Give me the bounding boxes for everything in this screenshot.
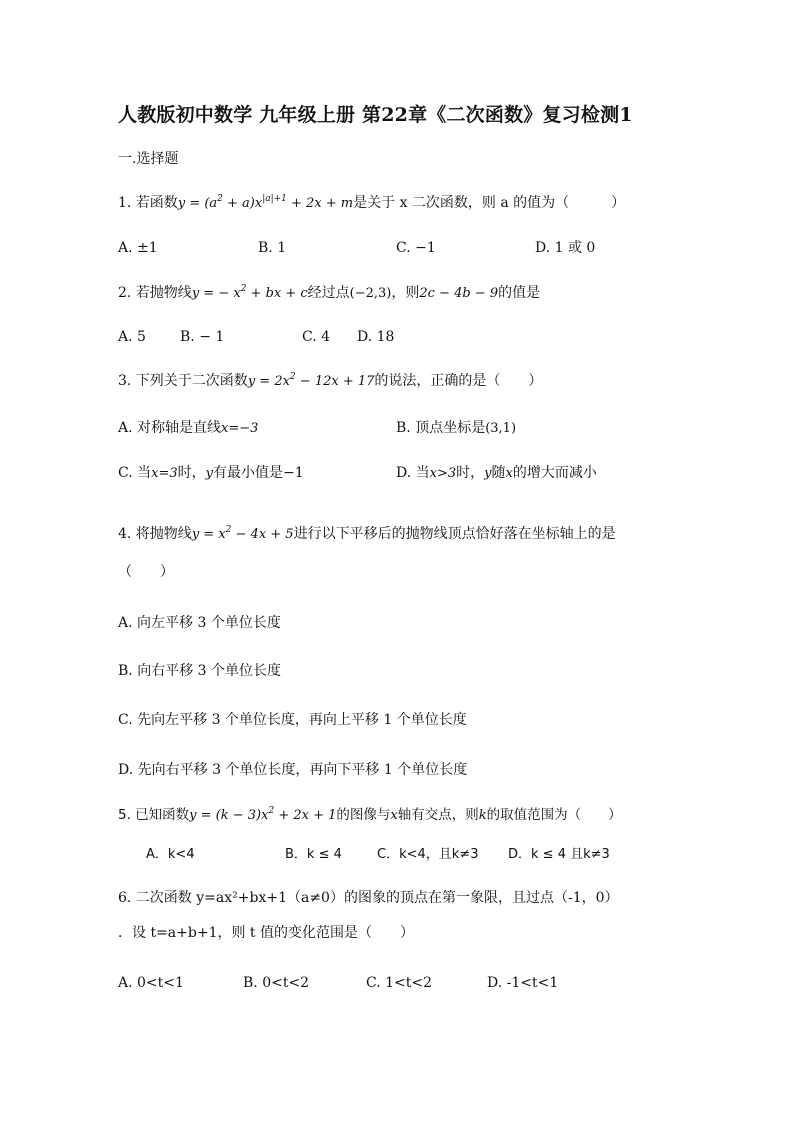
question-4-stem-continued: （ ） <box>118 564 174 580</box>
question-1-option-c: C. −1 <box>396 240 436 256</box>
question-2-option-c: C. 4 <box>302 329 331 345</box>
question-4-formula: $y = x^2 - 4x + 5$ <box>191 525 294 542</box>
question-4-option-d: D. 先向右平移 3 个单位长度，再向下平移 1 个单位长度 <box>118 762 468 778</box>
question-4-option-c: C. 先向左平移 3 个单位长度，再向上平移 1 个单位长度 <box>118 712 467 728</box>
question-2-option-b: B. − 1 <box>180 329 225 345</box>
question-1-formula: $y = (a^2 + a)x^{|a|+1} + 2x + m$ <box>177 194 354 211</box>
question-3-option-a: A. 对称轴是直线x=−3 <box>118 420 259 436</box>
question-6-option-a: A. 0<t<1 <box>118 975 184 991</box>
question-5-option-a: A．k<4 <box>146 847 195 862</box>
question-5-option-c: C．k<4，且k≠3 <box>377 847 479 862</box>
question-1-option-d: D. 1 或 0 <box>535 240 596 256</box>
question-3-formula: $y = 2x^2 - 12x + 17$ <box>247 372 375 389</box>
question-1-option-a: A. ±1 <box>118 240 158 256</box>
question-2-option-a: A. 5 <box>118 329 146 345</box>
question-3-option-b: B. 顶点坐标是(3,1) <box>396 420 517 436</box>
question-6-option-b: B. 0<t<2 <box>243 975 310 991</box>
page-title: 人教版初中数学 九年级上册 第22章《二次函数》复习检测1 <box>118 104 633 126</box>
question-3-stem: 3. 下列关于二次函数$y = 2x^2 - 12x + 17$的说法，正确的是（ ） <box>118 372 543 389</box>
question-2-expression: 2c − 4b − 9 <box>419 286 499 301</box>
question-1-stem: 1. 若函数$y = (a^2 + a)x^{|a|+1} + 2x + m$是关于 x 二次函数，则 a 的值为（ ） <box>118 194 626 211</box>
question-6-option-d: D. -1<t<1 <box>487 975 559 991</box>
question-6-stem: 6. 二次函数 y=ax²+bx+1（a≠0）的图象的顶点在第一象限，且过点（-1，0） <box>118 890 619 906</box>
question-3-option-c: C. 当x=3时，y有最小值是−1 <box>118 465 304 481</box>
question-4-stem: 4. 将抛物线$y = x^2 - 4x + 5$进行以下平移后的抛物线顶点恰好落在坐标轴上的是 <box>118 525 616 542</box>
question-5-option-b: B．k ≤ 4 <box>285 847 342 862</box>
question-4-option-a: A. 向左平移 3 个单位长度 <box>118 615 281 631</box>
question-2-point: (−2,3) <box>349 286 392 301</box>
question-1-option-b: B. 1 <box>258 240 287 256</box>
section-heading: 一.选择题 <box>118 151 179 167</box>
question-2-formula: y = − $x^2$ + bx + c <box>191 284 308 301</box>
question-2-stem: 2. 若抛物线y = − $x^2$ + bx + c经过点(−2,3)，则2c − 4b − 9的值是 <box>118 284 541 301</box>
question-3-option-d: D. 当x>3时，y随x的增大而减小 <box>396 465 597 481</box>
question-5-option-d: D．k ≤ 4 且k≠3 <box>508 847 610 862</box>
question-5-stem: 5. 已知函数$y = (k - 3)x^2 + 2x + 1$的图像与x轴有交点，则k的取值范围为（ ） <box>118 806 622 823</box>
question-6-stem-continued: ．设 t=a+b+1，则 t 值的变化范围是（ ） <box>118 925 415 941</box>
question-5-formula: $y = (k - 3)x^2 + 2x + 1$ <box>189 806 337 823</box>
question-6-option-c: C. 1<t<2 <box>366 975 433 991</box>
question-2-option-d: D. 18 <box>357 329 395 345</box>
question-4-option-b: B. 向右平移 3 个单位长度 <box>118 663 281 679</box>
